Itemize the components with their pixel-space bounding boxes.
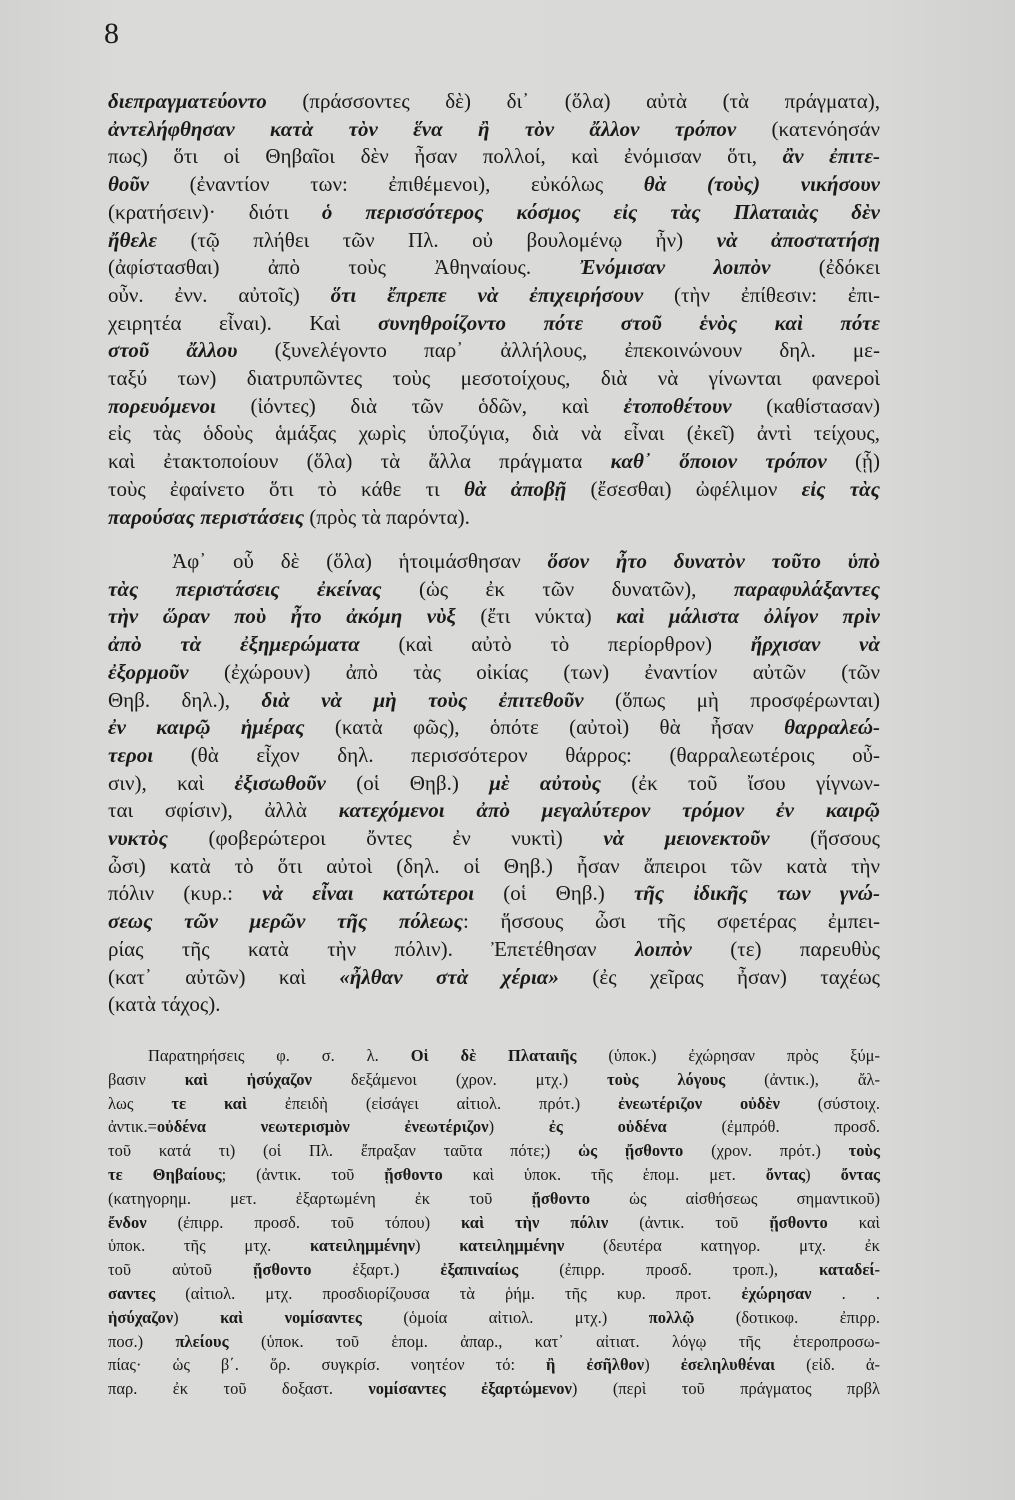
emphasized-text: μὲ αὐτοὺς [489, 770, 601, 795]
text-segment: (κρατήσειν)· διότι [108, 199, 322, 224]
emphasized-text: ἂν ἐπιτε- [782, 144, 880, 169]
note-line [108, 1211, 880, 1235]
text-segment: (ᾗ) [826, 449, 881, 474]
emphasized-text: τε Θηβαίους [108, 1164, 222, 1184]
text-segment: παρ. ἐκ τοῦ δοξαστ. [108, 1379, 369, 1399]
text-segment: (ὡς ἐκ τῶν δυνατῶν), [381, 576, 734, 601]
emphasized-text: Ἐνόμισαν λοιπὸν [579, 255, 771, 280]
emphasized-text: ᾔσθοντο [531, 1188, 590, 1208]
emphasized-text: θὰ ἀποβῇ [463, 476, 567, 501]
text-segment: ) [805, 1164, 841, 1184]
text-line [108, 337, 880, 365]
emphasized-text: διεπραγματεύοντο [108, 89, 267, 113]
text-segment: ρίας τῆς κατὰ τὴν πόλιν). Ἐπετέθησαν [108, 936, 635, 961]
emphasized-text: παρούσας περιστάσεις [108, 504, 305, 529]
text-segment: (τε) παρευθὺς [691, 936, 880, 961]
text-line [108, 853, 880, 881]
emphasized-text: θοῦν [108, 172, 150, 197]
emphasized-text: πολλῷ [648, 1307, 695, 1327]
emphasized-text: νυκτὸς [108, 826, 168, 851]
text-line [108, 770, 880, 798]
emphasized-text: ᾔσθοντο [769, 1212, 828, 1232]
text-segment: (κατενόησάν [736, 116, 880, 141]
text-segment: (αἰτιολ. μτχ. προσδιορίζουσα τὰ ῥήμ. τῆς κυρ. προτ. [155, 1283, 742, 1303]
text-segment: (τὴν ἐπίθεσιν: ἐπι- [643, 282, 880, 307]
text-line [108, 171, 880, 199]
text-line [108, 88, 880, 116]
main-paragraph-1 [108, 88, 880, 531]
text-line [108, 365, 880, 393]
text-segment: (χρον. πρότ.) [683, 1141, 849, 1161]
emphasized-text: συνηθροίζοντο πότε στοῦ ἑνὸς καὶ πότε [377, 310, 880, 335]
text-segment: : ἥσσους ὦσι τῆς σφετέρας ἐμπει- [462, 909, 881, 934]
text-line [108, 576, 880, 604]
text-segment: ) [173, 1307, 221, 1327]
text-segment: τοῦ κατά τι) (οἱ Πλ. ἔπραξαν ταῦτα πότε;) [108, 1141, 579, 1161]
text-segment: (καθίστασαν) [731, 393, 880, 418]
text-line [108, 227, 880, 255]
text-line [108, 310, 880, 338]
emphasized-text: τὰς περιστάσεις ἐκείνας [108, 576, 382, 601]
text-segment: (ἔσεσθαι) ὠφέλιμον [566, 476, 802, 501]
emphasized-text: θαρραλεώ- [784, 715, 880, 740]
text-segment: Ἀφ᾽ οὗ δὲ (ὅλα) ἡτοιμάσθησαν [172, 549, 548, 573]
emphasized-text: θὰ (τοὺς) νικήσουν [643, 172, 880, 197]
text-segment: Παρατηρήσεις φ. σ. λ. [148, 1046, 411, 1065]
emphasized-text: οὐδένα νεωτερισμὸν ἐνεωτέριζον [156, 1117, 489, 1137]
text-segment: ) [415, 1236, 460, 1256]
text-segment: (πράσσοντες δὲ) δι᾽ (ὅλα) αὐτὰ (τὰ πράγματα), [266, 89, 880, 113]
text-segment: (δοτικοφ. ἐπιρρ. [694, 1307, 880, 1327]
text-line [108, 116, 880, 144]
note-line [108, 1139, 880, 1163]
emphasized-text: τοὺς λόγους [607, 1069, 726, 1089]
text-segment: βασιν [108, 1069, 185, 1089]
emphasized-text: «ἦλθαν στὰ χέρια» [339, 964, 559, 989]
text-line [108, 448, 880, 476]
note-line [108, 1353, 880, 1377]
emphasized-text: καὶ νομίσαντες [220, 1307, 362, 1327]
emphasized-text: πορευόμενοι [108, 393, 216, 418]
text-segment: (φοβερώτεροι ὄντες ἐν νυκτὶ) [167, 826, 604, 851]
text-line [108, 908, 880, 936]
text-segment: (οἱ Θηβ.) [474, 881, 634, 906]
emphasized-text: ἐξορμοῦν [108, 659, 189, 684]
text-line [108, 254, 880, 282]
text-segment: (ἥσσους [769, 826, 880, 851]
note-line [108, 1282, 880, 1306]
text-segment: (ὑποκ. τοῦ ἑπομ. ἀπαρ., κατ᾽ αἰτιατ. λόγῳ τῆς ἑτεροπροσω- [228, 1331, 880, 1351]
text-segment: οὖν. ἐνν. αὐτοῖς) [108, 282, 331, 307]
text-segment: (ἐναντίον των: ἐπιθέμενοι), εὐκόλως [149, 172, 644, 197]
text-segment: πόλιν (κυρ.: [108, 881, 263, 906]
emphasized-text: ἐχώρησαν [741, 1283, 812, 1303]
note-line [108, 1092, 880, 1116]
text-segment: (εἰδ. ἀ- [775, 1355, 881, 1375]
note-line [108, 1234, 880, 1258]
emphasized-text: ὁ περισσότερος κόσμος εἰς τὰς Πλαταιὰς δὲν [321, 199, 880, 224]
text-segment: ἐπειδὴ (εἰσάγει αἰτιολ. πρότ.) [246, 1093, 619, 1113]
note-line [108, 1330, 880, 1354]
emphasized-text: καὶ μάλιστα ὀλίγον πρὶν [616, 604, 880, 629]
text-line [108, 548, 880, 576]
text-line [108, 603, 880, 631]
emphasized-text: ὅτι ἔπρεπε νὰ ἐπιχειρήσουν [330, 282, 644, 307]
emphasized-text: ἤρχισαν νὰ [750, 632, 880, 657]
text-segment: (ἐπιρρ. προσδ. τοῦ τόπου) [146, 1212, 462, 1232]
text-segment: σιν), καὶ [108, 770, 235, 795]
emphasized-text: ἀπὸ τὰ ἐξημερώματα [108, 632, 360, 657]
text-line [108, 936, 880, 964]
text-segment: καὶ ὑποκ. τῆς ἑπομ. μετ. [442, 1164, 766, 1184]
emphasized-text: καθ᾽ ὅποιον τρόπον [610, 449, 827, 474]
emphasized-text: λοιπὸν [634, 936, 692, 961]
text-line [108, 393, 880, 421]
emphasized-text: κατειλημμένην [310, 1236, 416, 1256]
text-segment: ; (ἀντικ. τοῦ [221, 1164, 385, 1184]
emphasized-text: καταδεί- [819, 1260, 880, 1280]
text-segment: (ἐμπρόθ. προσδ. [666, 1117, 880, 1137]
page-number: 8 [104, 17, 119, 50]
text-line [108, 504, 880, 532]
emphasized-text: ἡσύχαζον [108, 1307, 174, 1327]
note-line [108, 1044, 880, 1068]
emphasized-text: τοὺς [848, 1141, 880, 1161]
text-segment: (ὁμοία αἰτιολ. μτχ.) [361, 1307, 649, 1327]
emphasized-text: καὶ τὴν πόλιν [461, 1212, 609, 1232]
text-segment: (κατὰ τάχος). [108, 992, 221, 1017]
text-line [108, 282, 880, 310]
text-segment: (κατ᾽ αὐτῶν) καὶ [108, 964, 340, 989]
text-segment: (καὶ αὐτὸ τὸ περίορθρον) [359, 632, 751, 657]
emphasized-text: ἐξισωθοῦν [234, 770, 326, 795]
emphasized-text: ᾔσθοντο [253, 1260, 312, 1280]
text-line [108, 687, 880, 715]
text-line [108, 991, 880, 1019]
text-segment: (σύστοιχ. [779, 1093, 880, 1113]
emphasized-text: σεως τῶν μερῶν τῆς πόλεως [108, 909, 463, 934]
text-segment: ἐξαρτ.) [311, 1260, 441, 1280]
text-segment: πως) ὅτι οἱ Θηβαῖοι δὲν ἦσαν πολλοί, καὶ ἐνόμισαν ὅτι, [108, 144, 783, 169]
text-segment: (ἰόντες) διὰ τῶν ὁδῶν, καὶ [215, 393, 624, 418]
text-segment: (ἐδόκει [770, 255, 880, 280]
text-segment: καὶ [827, 1212, 880, 1232]
emphasized-text: εἰς τὰς [801, 476, 880, 501]
text-segment: (ἐς χεῖρας ἦσαν) ταχέως [558, 964, 880, 989]
text-segment: (ἐπιρρ. προσδ. τροπ.), [518, 1260, 820, 1280]
text-segment: ὡς αἰσθήσεως σημαντικοῦ) [589, 1188, 880, 1208]
main-paragraph-2 [108, 548, 880, 1019]
text-segment: (κατηγορημ. μετ. ἐξαρτωμένη ἐκ τοῦ [108, 1188, 532, 1208]
emphasized-text: Οἱ δὲ Πλαταιῆς [410, 1046, 577, 1065]
text-segment: (ὑποκ.) ἐχώρησαν πρὸς ξύμ- [576, 1046, 880, 1065]
text-segment: πίας· ὡς β΄. ὅρ. συγκρίσ. νοητέον τό: [108, 1355, 547, 1375]
text-segment: (ὅπως μὴ προσφέρωνται) [583, 687, 881, 712]
emphasized-text: ᾔσθοντο [384, 1164, 443, 1184]
text-segment: (ἀντικ.), ἄλ- [725, 1069, 881, 1089]
text-segment: . . [811, 1283, 880, 1303]
text-segment: ται σφίσιν), ἀλλὰ [108, 798, 339, 823]
emphasized-text: στοῦ ἄλλου [108, 338, 238, 363]
text-line [108, 199, 880, 227]
note-line [108, 1258, 880, 1282]
text-segment: (κατὰ φῶς), ὁπότε (αὐτοὶ) θὰ ἦσαν [304, 715, 785, 740]
text-line [108, 420, 880, 448]
text-line [108, 797, 880, 825]
text-segment: ) [644, 1355, 681, 1375]
emphasized-text: ἐς οὐδένα [548, 1117, 667, 1137]
text-segment: τοῦ αὐτοῦ [108, 1260, 254, 1280]
text-segment: ταξύ των) διατρυπῶντες τοὺς μεσοτοίχους, διὰ νὰ γίνωνται φανεροὶ [108, 366, 880, 391]
emphasized-text: ἐσεληλυθέναι [680, 1355, 776, 1375]
note-line [108, 1115, 880, 1139]
emphasized-text: ὅσον ἦτο δυνατὸν τοῦτο ὑπὸ [547, 549, 880, 573]
emphasized-text: σαντες [108, 1283, 156, 1303]
emphasized-text: ἐνεωτέριζον οὐδὲν [618, 1093, 780, 1113]
emphasized-text: νὰ μειονεκτοῦν [603, 826, 770, 851]
text-segment: ) (περὶ τοῦ πράγματος πρβλ [571, 1379, 880, 1399]
emphasized-text: ἐν καιρῷ ἡμέρας [108, 715, 305, 740]
text-segment: (ἀντικ. τοῦ [608, 1212, 770, 1232]
text-segment: ὑποκ. τῆς μτχ. [108, 1236, 311, 1256]
note-line [108, 1306, 880, 1330]
emphasized-text: ὡς ᾔσθοντο [578, 1141, 684, 1161]
emphasized-text: παραφυλάξαντες [733, 576, 881, 601]
text-segment: δεξάμενοι (χρον. μτχ.) [311, 1069, 608, 1089]
emphasized-text: ἐξαπιναίως [440, 1260, 519, 1280]
text-segment: (θὰ εἶχον δηλ. περισσότερον θάρρος: (θαρραλεωτέροις οὖ- [153, 742, 880, 767]
emphasized-text: καὶ ἡσύχαζον [184, 1069, 312, 1089]
text-segment: εἰς τὰς ὁδοὺς ἁμάξας χωρὶς ὑποζύγια, διὰ νὰ εἶναι (ἐκεῖ) ἀντὶ τείχους, [108, 421, 880, 446]
text-segment: ἀντικ.= [108, 1117, 157, 1137]
text-line [108, 964, 880, 992]
emphasized-text: τεροι [108, 742, 154, 767]
text-line [108, 880, 880, 908]
text-segment: (ἔτι νύκτα) [455, 604, 617, 629]
text-segment: (τῷ πλήθει τῶν Πλ. οὐ βουλομένῳ ἦν) [156, 227, 717, 252]
emphasized-text: νὰ ἀποστατήσῃ [716, 227, 880, 252]
emphasized-text: νομίσαντες ἐξαρτώμενον [368, 1379, 572, 1399]
emphasized-text: πλείους [175, 1331, 229, 1351]
note-line [108, 1068, 880, 1092]
emphasized-text: κατεχόμενοι ἀπὸ μεγαλύτερον τρόμον ἐν καιρῷ [338, 798, 880, 823]
text-line [108, 825, 880, 853]
emphasized-text: τε καὶ [171, 1093, 247, 1113]
note-line [108, 1187, 880, 1211]
text-segment: λως [108, 1093, 172, 1113]
emphasized-text: ἀντελήφθησαν κατὰ τὸν ἕνα ἢ τὸν ἄλλον τρόπον [108, 116, 737, 141]
text-segment: (ἐχώρουν) ἀπὸ τὰς οἰκίας (των) ἐναντίον αὐτῶν (τῶν [188, 659, 880, 684]
emphasized-text: ἐτοποθέτουν [623, 393, 732, 418]
text-segment: χειρητέα εἶναι). Καὶ [108, 310, 378, 335]
emphasized-text: διὰ νὰ μὴ τοὺς ἐπιτεθοῦν [261, 687, 584, 712]
emphasized-text: νὰ εἶναι κατώτεροι [262, 881, 475, 906]
text-segment: Θηβ. δηλ.), [108, 687, 262, 712]
emphasized-text: τὴν ὥραν ποὺ ἦτο ἀκόμη νὺξ [108, 604, 456, 629]
emphasized-text: ἔνδον [108, 1212, 147, 1232]
text-segment: (δευτέρα κατηγορ. μτχ. ἐκ [564, 1236, 880, 1256]
text-segment: ὦσι) κατὰ τὸ ὅτι αὐτοὶ (δηλ. οἱ Θηβ.) ἦσαν ἄπειροι τῶν κατὰ τὴν [108, 853, 880, 878]
notes-section [108, 1044, 880, 1401]
text-segment: (οἱ Θηβ.) [325, 770, 490, 795]
text-line [108, 742, 880, 770]
emphasized-text: τῆς ἰδικῆς των γνώ- [633, 881, 880, 906]
text-segment: ) [488, 1117, 549, 1137]
emphasized-text: ὄντας [840, 1164, 881, 1184]
text-segment: τοὺς ἐφαίνετο ὅτι τὸ κάθε τι [108, 476, 464, 501]
text-segment: καὶ ἐτακτοποίουν (ὅλα) τὰ ἄλλα πράγματα [108, 449, 611, 474]
text-segment: (πρὸς τὰ παρόντα). [304, 504, 470, 529]
emphasized-text: ἢ ἐσῆλθον [546, 1355, 645, 1375]
emphasized-text: ἤθελε [108, 227, 157, 252]
text-segment: ποσ.) [108, 1331, 176, 1351]
text-segment: (ἀφίστασθαι) ἀπὸ τοὺς Ἀθηναίους. [108, 255, 580, 280]
text-line [108, 631, 880, 659]
text-line [108, 714, 880, 742]
emphasized-text: κατειλημμένην [459, 1236, 565, 1256]
text-segment: (ξυνελέγοντο παρ᾽ ἀλλήλους, ἐπεκοινώνουν δηλ. με- [237, 338, 880, 363]
text-line [108, 143, 880, 171]
emphasized-text: ὄντας [765, 1164, 806, 1184]
text-line [108, 659, 880, 687]
text-segment: (ἐκ τοῦ ἴσου γίγνων- [600, 770, 880, 795]
text-line [108, 476, 880, 504]
note-line [108, 1377, 880, 1401]
note-line [108, 1163, 880, 1187]
